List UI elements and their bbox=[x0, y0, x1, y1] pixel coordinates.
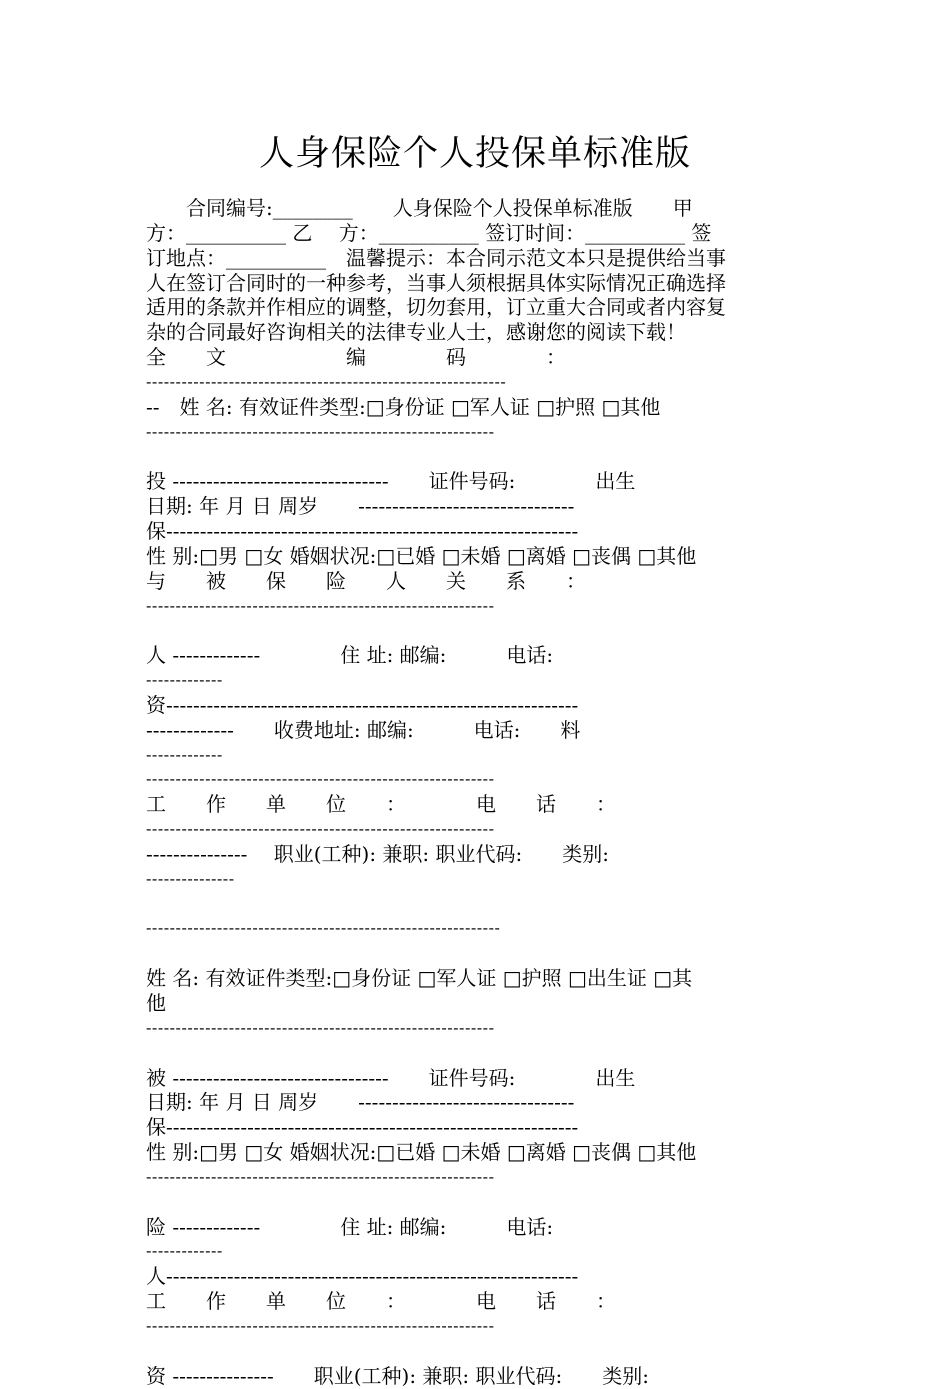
document-line bbox=[146, 618, 808, 643]
document-line: 姓 名: 有效证件类型:□身份证 □军人证 □护照 □出生证 □其 bbox=[146, 966, 693, 991]
document-line: 日期: 年 月 日 周岁 -------------------------------- bbox=[146, 494, 575, 519]
document-line: 适用的条款并作相应的调整，切勿套用，订立重大合同或者内容复 bbox=[146, 295, 726, 320]
document-line: 资 --------------- 职业(工种): 兼职: 职业代码: 类别: bbox=[146, 1363, 649, 1388]
document-line: ------------- 收费地址: 邮编: 电话: 料 bbox=[146, 717, 581, 742]
document-line bbox=[146, 1339, 808, 1364]
document-line: ------------- bbox=[146, 744, 223, 764]
document-title: 人身保险个人投保单标准版 bbox=[258, 134, 691, 174]
document-line: 人 ------------- 住 址: 邮编: 电话: bbox=[146, 643, 554, 668]
document-line bbox=[146, 1190, 808, 1215]
document-line: 工 作 单 位 ： 电 话 ： bbox=[146, 792, 616, 817]
document-line: 保------------------------------------------------------------- bbox=[146, 518, 579, 543]
document-line: 性 别:□男 □女 婚姻状况:□已婚 □未婚 □离婚 □丧偶 □其他 bbox=[146, 543, 697, 568]
document-line: ------------- bbox=[146, 670, 223, 690]
document-line: ----------------------------------------------------------- bbox=[146, 1315, 495, 1335]
document-line bbox=[146, 941, 808, 966]
document-line bbox=[146, 892, 808, 917]
document-line: ----------------------------------------------------------- bbox=[146, 595, 495, 615]
document-line: 全 文 编 码 ： bbox=[146, 345, 566, 370]
document-line: ----------------------------------------------------------- bbox=[146, 819, 495, 839]
document-line: 方：__________ 乙 方：__________ 签订时间：__________ 签 bbox=[146, 220, 712, 245]
document-line: 订地点：__________ 温馨提示：本合同示范文本只是提供给当事 bbox=[146, 245, 726, 270]
document-line: 险 ------------- 住 址: 邮编: 电话: bbox=[146, 1214, 554, 1239]
document-line: 保------------------------------------------------------------- bbox=[146, 1115, 579, 1140]
document-line: 工 作 单 位 ： 电 话 ： bbox=[146, 1289, 616, 1314]
document-line: 他 bbox=[146, 991, 166, 1015]
document-line: ----------------------------------------------------------- bbox=[146, 769, 495, 789]
document-line: 人在签订合同时的一种参考，当事人须根据具体实际情况正确选择 bbox=[146, 270, 726, 295]
document-line: ----------------------------------------------------------- bbox=[146, 421, 495, 441]
document-line: ------------------------------------------------------------ bbox=[146, 918, 501, 938]
document-line bbox=[146, 444, 808, 469]
document-line: 杂的合同最好咨询相关的法律专业人士，感谢您的阅读下载！ bbox=[146, 320, 686, 345]
document-line: ----------------------------------------------------------- bbox=[146, 1166, 495, 1186]
document-line: ------------------------------------------------------------- bbox=[146, 371, 507, 391]
document-line: 性 别:□男 □女 婚姻状况:□已婚 □未婚 □离婚 □丧偶 □其他 bbox=[146, 1140, 697, 1165]
document-line: 被 -------------------------------- 证件号码: 出生 bbox=[146, 1065, 636, 1090]
document-line: --------------- 职业(工种): 兼职: 职业代码: 类别: bbox=[146, 841, 609, 866]
document-line: 人------------------------------------------------------------- bbox=[146, 1264, 579, 1289]
document-line bbox=[146, 1041, 808, 1066]
document-line: ----------------------------------------------------------- bbox=[146, 1017, 495, 1037]
document-line: 与 被 保 险 人 关 系 ： bbox=[146, 568, 586, 593]
document-line: 资------------------------------------------------------------- bbox=[146, 692, 579, 717]
document-line: --------------- bbox=[146, 868, 235, 888]
document-line: -- 姓 名: 有效证件类型:□身份证 □军人证 □护照 □其他 bbox=[146, 394, 661, 419]
document-line: ------------- bbox=[146, 1241, 223, 1261]
document-line: 投 -------------------------------- 证件号码: 出生 bbox=[146, 469, 636, 494]
document-line: 日期: 年 月 日 周岁 -------------------------------- bbox=[146, 1090, 575, 1115]
document-body bbox=[146, 196, 808, 1389]
document-line: 合同编号:________ 人身保险个人投保单标准版 甲 bbox=[146, 196, 693, 220]
